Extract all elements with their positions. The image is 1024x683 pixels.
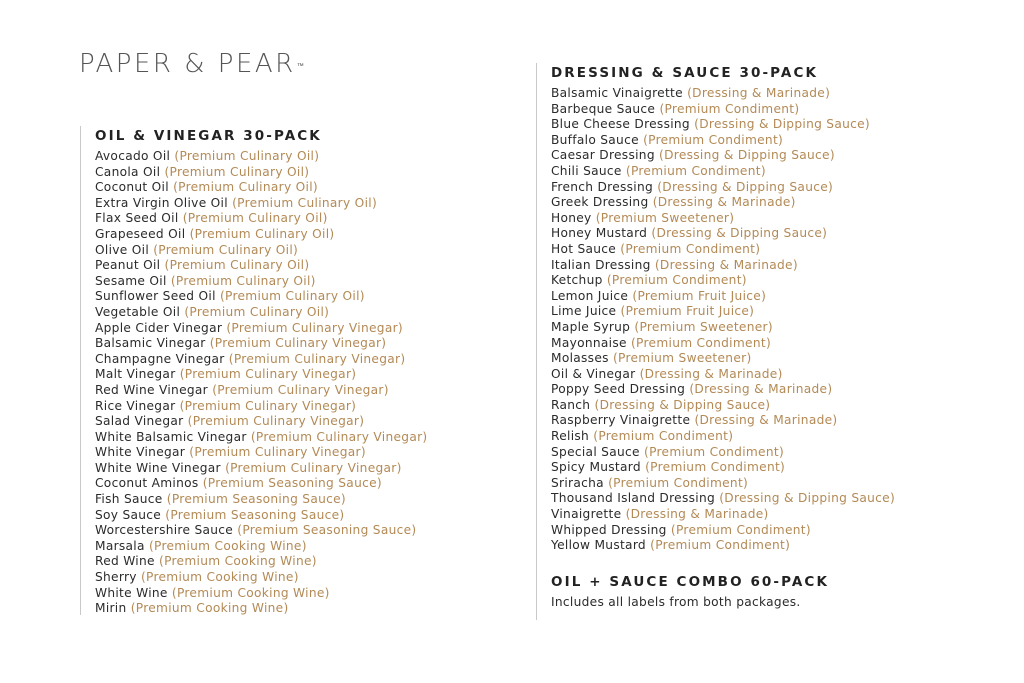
item-name: White Balsamic Vinegar	[95, 429, 247, 444]
item-category: (Premium Condiment)	[659, 101, 800, 116]
item-category: (Dressing & Dipping Sauce)	[659, 148, 835, 163]
list-item	[95, 305, 427, 321]
item-name: Italian Dressing	[551, 257, 651, 272]
list-item	[551, 211, 895, 227]
combo-heading: OIL + SAUCE COMBO 60-PACK	[551, 573, 830, 590]
list-item	[551, 195, 895, 211]
item-name: Marsala	[95, 538, 145, 553]
item-category: (Premium Culinary Vinegar)	[226, 320, 403, 335]
item-category: (Premium Culinary Oil)	[232, 195, 377, 210]
oil-vinegar-heading: OIL & VINEGAR 30-PACK	[95, 128, 322, 144]
item-name: Olive Oil	[95, 242, 150, 257]
item-category: (Premium Culinary Oil)	[174, 149, 320, 163]
item-category: (Dressing & Dipping Sauce)	[694, 117, 870, 132]
item-name: Malt Vinegar	[95, 367, 176, 382]
item-name: Salad Vinegar	[95, 414, 184, 429]
dressing-sauce-list	[551, 86, 895, 554]
item-category: (Premium Culinary Vinegar)	[187, 414, 365, 429]
item-category: (Dressing & Marinade)	[639, 366, 783, 381]
item-name: Coconut Oil	[95, 180, 169, 195]
list-item	[551, 491, 895, 507]
item-category: (Premium Culinary Vinegar)	[209, 336, 387, 351]
item-category: (Premium Seasoning Sauce)	[165, 507, 345, 522]
item-category: (Premium Culinary Oil)	[153, 242, 299, 257]
list-item	[551, 304, 895, 320]
item-name: Greek Dressing	[551, 195, 649, 210]
item-category: (Dressing & Marinade)	[654, 257, 798, 272]
item-name: Grapeseed Oil	[95, 226, 186, 241]
item-name: Ketchup	[551, 273, 603, 288]
item-name: Special Sauce	[551, 444, 640, 459]
item-category: (Premium Cooking Wine)	[140, 570, 299, 585]
brand-logo	[79, 49, 304, 79]
list-item	[95, 336, 427, 352]
list-item	[551, 523, 895, 539]
item-name: Apple Cider Vinegar	[95, 320, 223, 335]
list-item	[551, 102, 895, 118]
item-name: White Wine Vinegar	[95, 460, 221, 475]
item-category: (Premium Condiment)	[625, 163, 766, 178]
item-name: Yellow Mustard	[551, 538, 646, 553]
item-category: (Premium Cooking Wine)	[171, 585, 330, 600]
item-name: Chili Sauce	[551, 163, 622, 178]
list-item	[551, 336, 895, 352]
item-category: (Premium Cooking Wine)	[148, 538, 307, 553]
item-name: Red Wine Vinegar	[95, 382, 208, 397]
item-name: Honey Mustard	[551, 226, 648, 241]
item-category: (Dressing & Dipping Sauce)	[594, 397, 771, 412]
list-item	[551, 398, 895, 414]
item-category: (Premium Sweetener)	[634, 319, 773, 334]
list-item	[95, 476, 427, 492]
list-item	[95, 196, 427, 212]
trademark-mark: ™	[296, 62, 304, 70]
item-category: (Dressing & Dipping Sauce)	[651, 226, 828, 241]
item-category: (Premium Cooking Wine)	[159, 554, 317, 569]
item-category: (Premium Condiment)	[650, 538, 791, 553]
item-category: (Premium Culinary Vinegar)	[250, 429, 428, 444]
list-item	[551, 429, 895, 445]
list-item	[95, 243, 427, 259]
item-name: Balsamic Vinegar	[95, 336, 206, 351]
item-category: (Premium Seasoning Sauce)	[237, 523, 417, 538]
list-item	[95, 165, 427, 181]
list-item	[95, 258, 427, 274]
list-item	[95, 274, 427, 290]
item-category: (Premium Condiment)	[644, 444, 785, 459]
item-name: Balsamic Vinaigrette	[551, 86, 683, 100]
item-category: (Premium Cooking Wine)	[130, 601, 289, 616]
list-item	[95, 523, 427, 539]
brand-name: PAPER & PEAR	[79, 49, 296, 79]
list-item	[95, 399, 427, 415]
item-name: Caesar Dressing	[551, 148, 655, 163]
list-item	[551, 258, 895, 274]
item-name: Vegetable Oil	[95, 304, 181, 319]
item-name: Fish Sauce	[95, 492, 163, 507]
list-item	[551, 133, 895, 149]
list-item	[95, 430, 427, 446]
item-name: Red Wine	[95, 554, 155, 569]
item-category: (Premium Culinary Vinegar)	[179, 367, 357, 382]
combo-description: Includes all labels from both packages.	[551, 594, 801, 609]
list-item	[551, 460, 895, 476]
list-item	[551, 164, 895, 180]
item-category: (Premium Culinary Vinegar)	[228, 351, 406, 366]
list-item	[551, 445, 895, 461]
item-category: (Premium Condiment)	[670, 522, 811, 537]
item-name: Mayonnaise	[551, 335, 627, 350]
item-name: French Dressing	[551, 179, 654, 194]
item-name: Spicy Mustard	[551, 460, 641, 475]
item-name: Buffalo Sauce	[551, 132, 639, 147]
list-item	[551, 180, 895, 196]
list-item	[95, 289, 427, 305]
item-category: (Premium Culinary Vinegar)	[179, 398, 357, 413]
item-name: Raspberry Vinaigrette	[551, 413, 691, 428]
item-name: Thousand Island Dressing	[551, 491, 716, 506]
item-name: Sherry	[95, 570, 137, 585]
list-item	[95, 554, 427, 570]
item-name: Blue Cheese Dressing	[551, 117, 690, 132]
item-category: (Dressing & Marinade)	[689, 382, 833, 397]
item-category: (Premium Condiment)	[631, 335, 771, 350]
item-name: Avocado Oil	[95, 149, 171, 163]
item-category: (Premium Culinary Oil)	[170, 273, 316, 288]
list-item	[95, 367, 427, 383]
list-item	[551, 476, 895, 492]
item-name: Poppy Seed Dressing	[551, 382, 686, 397]
item-name: Barbeque Sauce	[551, 101, 656, 116]
list-item	[95, 211, 427, 227]
item-category: (Premium Condiment)	[645, 460, 786, 475]
item-name: Champagne Vinegar	[95, 351, 225, 366]
item-category: (Premium Culinary Oil)	[184, 304, 330, 319]
item-category: (Premium Seasoning Sauce)	[202, 476, 382, 491]
item-name: Canola Oil	[95, 164, 161, 179]
list-item	[95, 586, 427, 602]
list-item	[551, 507, 895, 523]
item-name: Relish	[551, 429, 590, 444]
item-category: (Premium Culinary Vinegar)	[212, 382, 389, 397]
item-category: (Premium Fruit Juice)	[620, 304, 755, 319]
list-item	[551, 351, 895, 367]
item-name: White Wine	[95, 585, 168, 600]
item-category: (Premium Culinary Oil)	[189, 226, 335, 241]
list-item	[551, 86, 895, 102]
list-item	[95, 180, 427, 196]
item-category: (Premium Condiment)	[606, 273, 747, 288]
item-name: Worcestershire Sauce	[95, 523, 234, 538]
item-category: (Premium Culinary Oil)	[173, 180, 318, 195]
item-category: (Premium Condiment)	[593, 429, 734, 444]
list-item	[551, 117, 895, 133]
list-item	[95, 601, 427, 617]
dressing-sauce-section	[536, 63, 895, 620]
item-category: (Premium Culinary Oil)	[182, 211, 328, 226]
item-category: (Premium Fruit Juice)	[632, 288, 767, 303]
item-name: Soy Sauce	[95, 507, 162, 522]
list-item	[95, 149, 427, 165]
item-category: (Premium Seasoning Sauce)	[166, 492, 346, 507]
item-category: (Premium Culinary Oil)	[164, 164, 310, 179]
list-item	[95, 445, 427, 461]
list-item	[95, 492, 427, 508]
item-name: Coconut Aminos	[95, 476, 199, 491]
list-item	[551, 382, 895, 398]
item-name: White Vinegar	[95, 445, 186, 460]
item-category: (Premium Culinary Oil)	[219, 289, 365, 304]
combo-section	[551, 572, 895, 610]
item-name: Lemon Juice	[551, 288, 629, 303]
item-category: (Premium Condiment)	[620, 241, 761, 256]
item-name: Lime Juice	[551, 304, 617, 319]
oil-vinegar-section	[80, 126, 427, 615]
item-name: Sunflower Seed Oil	[95, 289, 216, 304]
list-item	[95, 383, 427, 399]
item-category: (Dressing & Dipping Sauce)	[657, 179, 834, 194]
item-name: Sriracha	[551, 475, 604, 490]
item-category: (Dressing & Dipping Sauce)	[719, 491, 896, 506]
list-item	[95, 461, 427, 477]
item-name: Honey	[551, 210, 592, 225]
item-name: Hot Sauce	[551, 241, 617, 256]
list-item	[95, 570, 427, 586]
item-category: (Premium Culinary Vinegar)	[225, 460, 402, 475]
item-name: Molasses	[551, 351, 609, 366]
item-name: Peanut Oil	[95, 258, 161, 273]
item-name: Sesame Oil	[95, 273, 167, 288]
item-category: (Premium Condiment)	[608, 475, 749, 490]
list-item	[95, 508, 427, 524]
list-item	[551, 242, 895, 258]
list-item	[95, 539, 427, 555]
list-item	[551, 320, 895, 336]
item-category: (Dressing & Marinade)	[694, 413, 838, 428]
oil-vinegar-list	[95, 149, 427, 617]
item-category: (Dressing & Marinade)	[687, 86, 831, 100]
item-category: (Dressing & Marinade)	[625, 507, 769, 522]
item-name: Vinaigrette	[551, 507, 622, 522]
list-item	[95, 352, 427, 368]
list-item	[95, 227, 427, 243]
item-category: (Premium Condiment)	[643, 132, 784, 147]
item-name: Mirin	[95, 601, 127, 616]
list-item	[551, 289, 895, 305]
dressing-sauce-heading: DRESSING & SAUCE 30-PACK	[551, 65, 819, 81]
item-category: (Dressing & Marinade)	[652, 195, 796, 210]
list-item	[551, 148, 895, 164]
item-name: Oil & Vinegar	[551, 366, 636, 381]
item-category: (Premium Culinary Vinegar)	[189, 445, 366, 460]
item-name: Flax Seed Oil	[95, 211, 179, 226]
item-name: Rice Vinegar	[95, 398, 176, 413]
item-category: (Premium Culinary Oil)	[164, 258, 310, 273]
list-item	[551, 413, 895, 429]
list-item	[551, 226, 895, 242]
list-item	[551, 538, 895, 554]
item-name: Whipped Dressing	[551, 522, 667, 537]
item-name: Extra Virgin Olive Oil	[95, 195, 228, 210]
list-item	[95, 321, 427, 337]
list-item	[551, 367, 895, 383]
item-category: (Premium Sweetener)	[612, 351, 752, 366]
list-item	[95, 414, 427, 430]
item-name: Maple Syrup	[551, 319, 631, 334]
item-name: Ranch	[551, 397, 591, 412]
item-category: (Premium Sweetener)	[595, 210, 735, 225]
list-item	[551, 273, 895, 289]
